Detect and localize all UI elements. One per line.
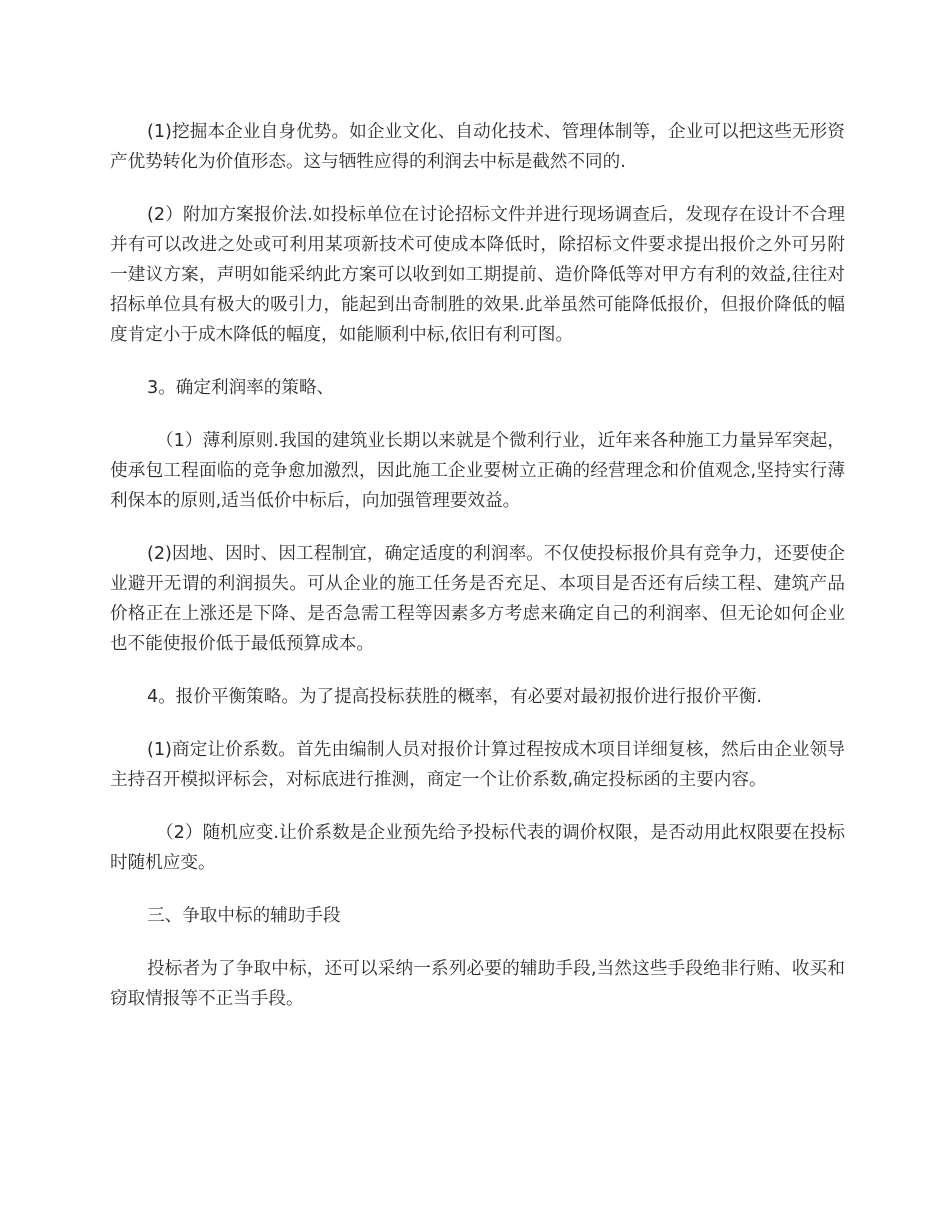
section-heading-profit-rate: 3。确定利润率的策略、: [147, 378, 335, 398]
paragraph-advantages: (1)挖掘本企业自身优势。如企业文化、自动化技术、管理体制等，企业可以把这些无形资产优势转化为价值形态。这与牺牲应得的利润去中标是截然不同的.: [110, 122, 845, 172]
section-heading-price-balance: 4。报价平衡策略。为了提高投标获胜的概率，有必要对最初报价进行报价平衡.: [147, 687, 762, 707]
paragraph-appropriate-profit: (2)因地、因时、因工程制宜，确定适度的利润率。不仅使投标报价具有竞争力，还要使企业避开无谓的利润损失。可从企业的施工任务是否充足、本项目是否还有后续工程、建筑产品价格正在上涨还是下降、是否急需工程等因素多方考虑来确定自己的利润率、但无论如何企业也不能使报价低于最低预算成本。: [110, 544, 845, 654]
paragraph-auxiliary-means: 投标者为了争取中标，还可以采纳一系列必要的辅助手段,当然这些手段绝非行贿、收买和窃取情报等不正当手段。: [110, 959, 845, 1009]
paragraph-thin-profit: （1）薄利原则.我国的建筑业长期以来就是个微利行业，近年来各种施工力量异军突起，使承包工程面临的竞争愈加激烈，因此施工企业要树立正确的经营理念和价值观念,坚持实行薄利保本的原则,适当低价中标后，向加强管理要效益。: [110, 431, 845, 511]
document-body: [110, 117, 845, 1037]
paragraph-additional-plan-pricing: (2）附加方案报价法.如投标单位在讨论招标文件并进行现场调查后，发现存在设计不合理并有可以改进之处或可利用某项新技术可使成本降低时，除招标文件要求提出报价之外可另附一建议方案，声明如能采纳此方案可以收到如工期提前、造价降低等对甲方有利的效益,往往对招标单位具有极大的吸引力，能起到出奇制胜的效果.此举虽然可能降低报价，但报价降低的幅度肯定小于成木降低的幅度，如能顺利中标,依旧有利可图。: [110, 205, 845, 345]
paragraph-discount-coefficient: (1)商定让价系数。首先由编制人员对报价计算过程按成木项目详细复核，然后由企业领导主持召开模拟评标会，对标底进行推测，商定一个让价系数,确定投标函的主要内容。: [110, 740, 845, 790]
section-heading-auxiliary-means: 三、争取中标的辅助手段: [147, 906, 341, 926]
paragraph-adapt: （2）随机应变.让价系数是企业预先给予投标代表的调价权限，是否动用此权限要在投标时随机应变。: [110, 823, 845, 873]
